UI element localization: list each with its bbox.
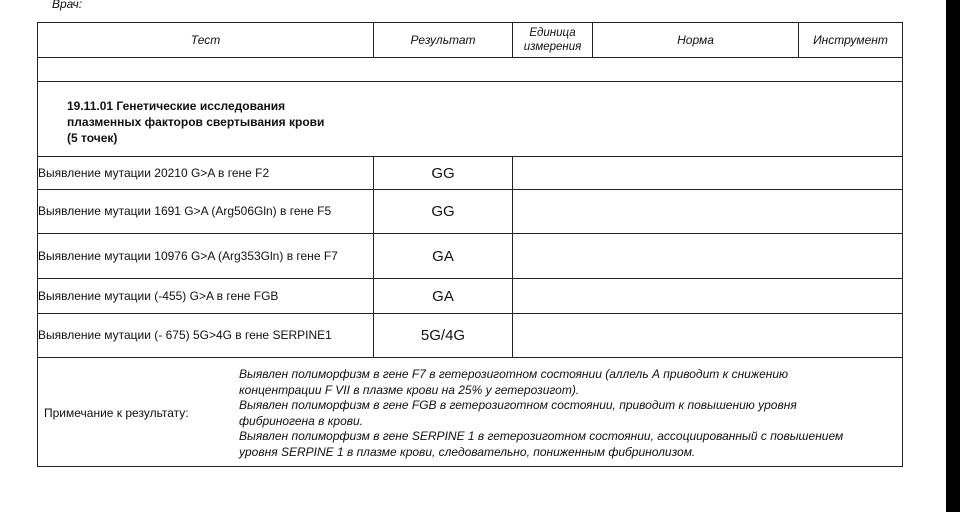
column-header-test: Тест bbox=[38, 23, 374, 58]
table-row bbox=[38, 190, 903, 234]
test-result: GG bbox=[374, 157, 513, 190]
table-row bbox=[38, 157, 903, 190]
column-header-unit-line1: Единица bbox=[529, 27, 576, 39]
spacer-row bbox=[38, 58, 903, 82]
test-name: Выявление мутации 1691 G>A (Arg506Gln) в гене F5 bbox=[38, 190, 374, 234]
note-line: Выявлен полиморфизм в гене F7 в гетерозиготном состоянии (аллель А приводит к снижению концентрации F VII в плазме крови на 25% у гетерозигот). bbox=[239, 367, 789, 397]
doctor-label: Врач: bbox=[52, 0, 83, 11]
test-name: Выявление мутации 10976 G>A (Arg353Gln) в гене F7 bbox=[38, 234, 374, 279]
test-name: Выявление мутации (- 675) 5G>4G в гене SERPINE1 bbox=[38, 314, 374, 358]
column-header-instrument: Инструмент bbox=[799, 23, 903, 58]
table-row bbox=[38, 279, 903, 314]
row-empty-cells bbox=[513, 314, 903, 358]
notes-text bbox=[239, 367, 869, 460]
table-row bbox=[38, 314, 903, 358]
note-line: Выявлен полиморфизм в гене FGB в гетерозиготном состоянии, приводит к повышению уровня фибриногена в крови. bbox=[239, 398, 797, 428]
row-empty-cells bbox=[513, 157, 903, 190]
row-empty-cells bbox=[513, 190, 903, 234]
notes-row bbox=[38, 358, 903, 467]
row-empty-cells bbox=[513, 234, 903, 279]
test-result: 5G/4G bbox=[374, 314, 513, 358]
notes-block bbox=[38, 358, 902, 466]
test-result: GA bbox=[374, 234, 513, 279]
test-name: Выявление мутации 20210 G>A в гене F2 bbox=[38, 157, 374, 190]
column-header-result: Результат bbox=[374, 23, 513, 58]
window-edge bbox=[946, 0, 960, 512]
test-result: GG bbox=[374, 190, 513, 234]
note-line: Выявлен полиморфизм в гене SERPINE 1 в гетерозиготном состоянии, ассоциированный с повышением уровня SERPINE 1 в плазме крови, следовательно, пониженным фибринолизом. bbox=[239, 429, 844, 459]
row-empty-cells bbox=[513, 279, 903, 314]
column-header-norm: Норма bbox=[593, 23, 799, 58]
table-header-row bbox=[38, 23, 903, 58]
test-name: Выявление мутации (-455) G>A в гене FGB bbox=[38, 279, 374, 314]
results-table bbox=[37, 22, 903, 467]
table-row bbox=[38, 234, 903, 279]
notes-label: Примечание к результату: bbox=[44, 406, 189, 420]
section-title: 19.11.01 Генетические исследования плазменных факторов свертывания крови (5 точек) bbox=[67, 99, 325, 145]
section-row bbox=[38, 82, 903, 157]
test-result: GA bbox=[374, 279, 513, 314]
column-header-unit bbox=[513, 23, 593, 58]
column-header-unit-line2: измерения bbox=[523, 41, 582, 53]
